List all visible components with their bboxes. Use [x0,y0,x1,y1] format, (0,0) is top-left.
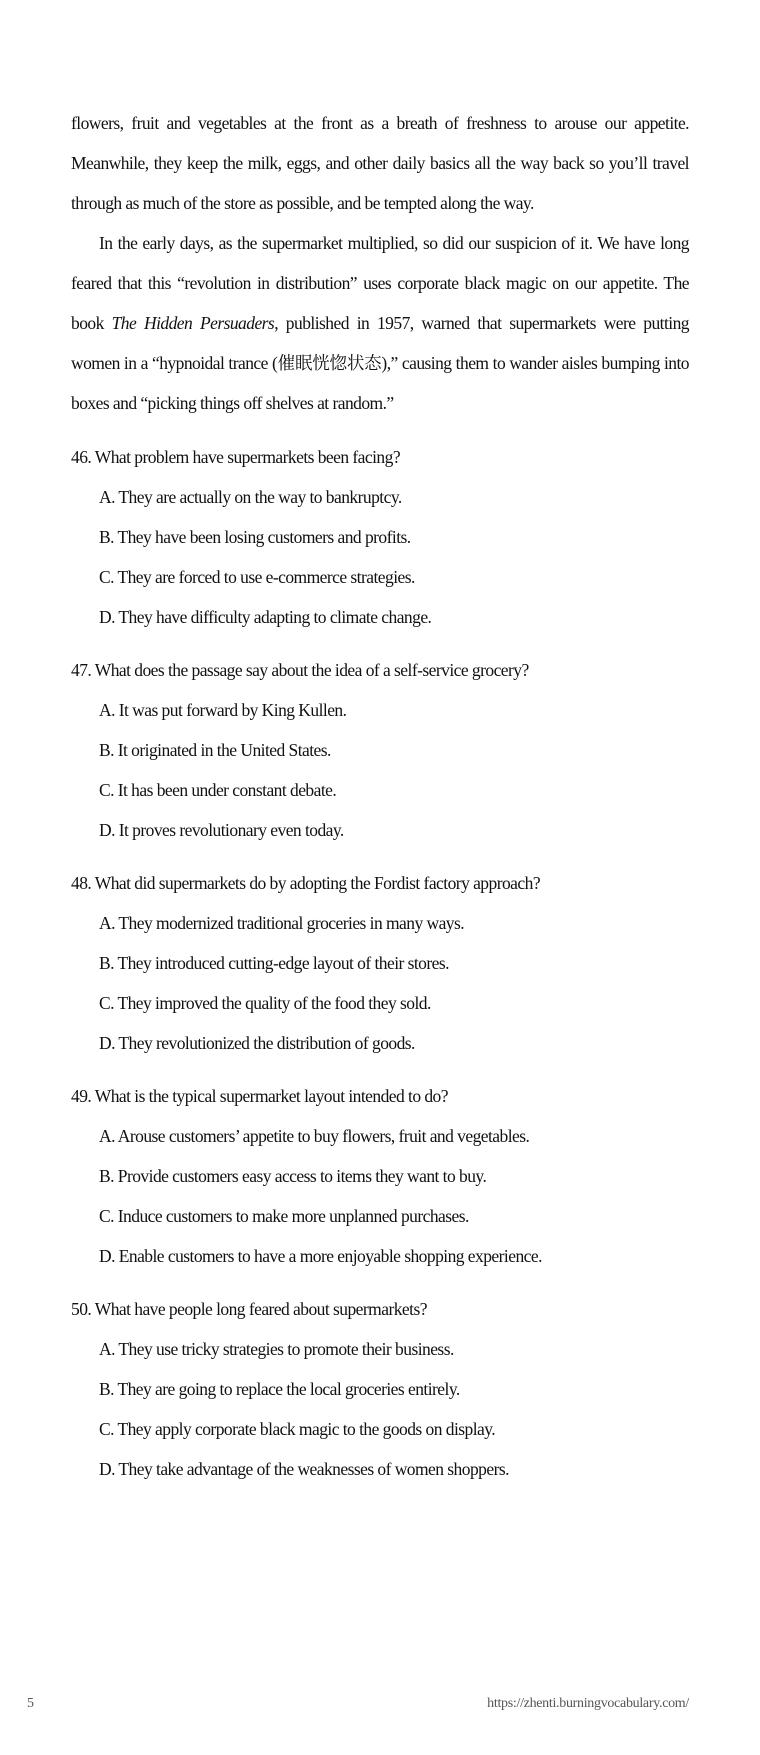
option-b: B. They have been losing customers and profits. [99,527,411,547]
option-d: D. They take advantage of the weaknesses of women shoppers. [99,1459,509,1479]
book-title: The Hidden Persuaders [111,313,275,333]
question-49 [71,1076,689,1276]
passage-paragraph-2-part-2: , published in 1957, warned that supermarkets were putting women in a “hypnoidal trance (催眠恍惚状态),” causing them to wander aisles bumping into boxes and “picking things off shelves at random.” [71,313,689,413]
option-b: B. They are going to replace the local groceries entirely. [99,1379,460,1399]
question-50 [71,1289,689,1489]
option-c: C. They improved the quality of the food they sold. [99,993,431,1013]
passage-paragraph-1: flowers, fruit and vegetables at the front as a breath of freshness to arouse our appetite. Meanwhile, they keep the milk, eggs, and other daily basics all the way back so you’ll travel through as much of the store as possible, and be tempted along the way. [71,113,689,213]
option-c: C. Induce customers to make more unplanned purchases. [99,1206,469,1226]
passage-paragraph-2-part-1: In the early days, as the supermarket multiplied, so did our suspicion of it. We have long feared that this “revolution in distribution” uses corporate black magic on our appetite. The book [71,233,689,333]
reading-passage [71,103,689,423]
question-stem: 48. What did supermarkets do by adopting the Fordist factory approach? [71,873,541,893]
footer-url: https://zhenti.burningvocabulary.com/ [487,1696,689,1711]
option-d: D. They have difficulty adapting to climate change. [99,607,432,627]
option-a: A. Arouse customers’ appetite to buy flowers, fruit and vegetables. [99,1126,530,1146]
option-a: A. They modernized traditional groceries in many ways. [99,913,465,933]
option-d: D. Enable customers to have a more enjoyable shopping experience. [99,1246,542,1266]
option-b: B. They introduced cutting-edge layout of their stores. [99,953,449,973]
option-a: A. It was put forward by King Kullen. [99,700,347,720]
question-46 [71,437,689,637]
option-c: C. They are forced to use e-commerce strategies. [99,567,415,587]
question-48 [71,863,689,1063]
option-b: B. It originated in the United States. [99,740,331,760]
option-d: D. It proves revolutionary even today. [99,820,344,840]
question-list [71,437,689,1502]
option-d: D. They revolutionized the distribution of goods. [99,1033,415,1053]
question-stem: 46. What problem have supermarkets been facing? [71,447,401,467]
option-c: C. They apply corporate black magic to the goods on display. [99,1419,496,1439]
option-a: A. They are actually on the way to bankruptcy. [99,487,402,507]
option-b: B. Provide customers easy access to items they want to buy. [99,1166,487,1186]
passage-paragraph-2 [71,223,689,423]
option-a: A. They use tricky strategies to promote their business. [99,1339,454,1359]
question-47 [71,650,689,850]
page-number: 5 [27,1696,34,1711]
question-stem: 49. What is the typical supermarket layout intended to do? [71,1086,448,1106]
option-c: C. It has been under constant debate. [99,780,337,800]
question-stem: 47. What does the passage say about the idea of a self-service grocery? [71,660,529,680]
question-stem: 50. What have people long feared about supermarkets? [71,1299,427,1319]
